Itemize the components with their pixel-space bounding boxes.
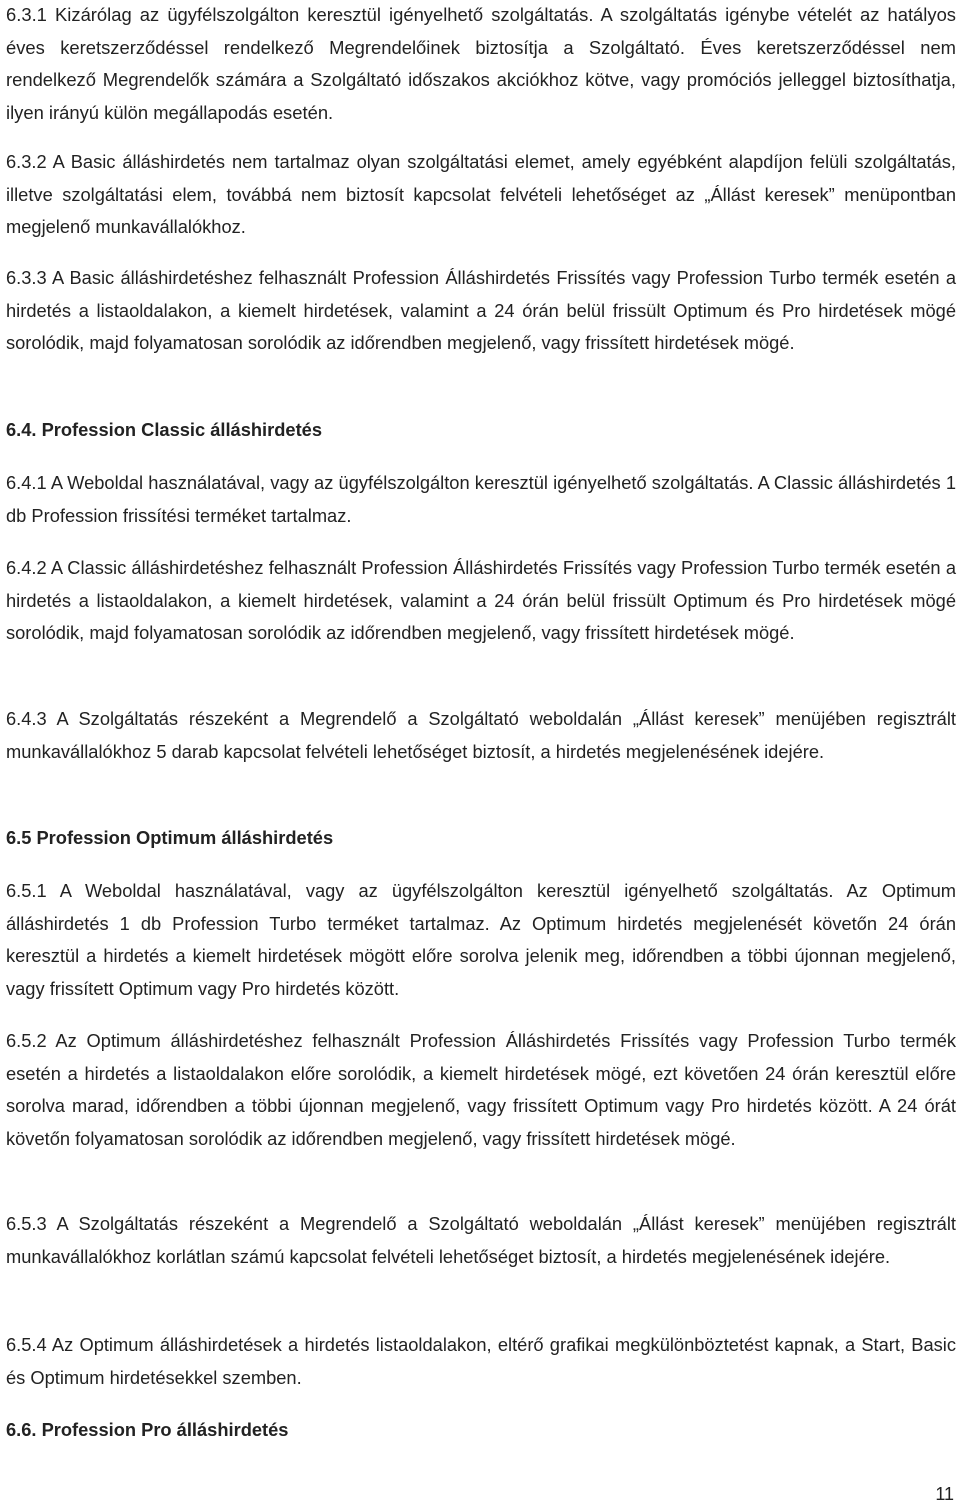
paragraph-6-3-3: 6.3.3 A Basic álláshirdetéshez felhasznált Profession Álláshirdetés Frissítés vagy Profession Turbo termék esetén a hirdetés a listaoldalakon, a kiemelt hirdetések, valamint a 24 órán belül frissült Optimum és Pro hirdetések mögé sorolódik, majd folyamatosan sorolódik az időrendben megjelenő, vagy frissített hirdetések mögé.: [6, 267, 956, 353]
paragraph-6-5-1: 6.5.1 A Weboldal használatával, vagy az ügyfélszolgálton keresztül igényelhető szolgáltatás. Az Optimum álláshirdetés 1 db Profession Turbo terméket tartalmaz. Az Optimum hirdetés megjelenését követőn 24 órán keresztül a hirdetés a kiemelt hirdetések mögött előre sorolva jelenik meg, időrendben a többi újonnan megjelenő, vagy frissített Optimum vagy Pro hirdetés között.: [6, 880, 956, 999]
heading-6-4: 6.4. Profession Classic álláshirdetés: [6, 419, 323, 440]
paragraph-6-5-3: 6.5.3 A Szolgáltatás részeként a Megrendelő a Szolgáltató weboldalán „Állást keresek” menüjében regisztrált munkavállalókhoz korlátlan számú kapcsolat felvételi lehetőséget biztosít, a hirdetés megjelenésének idejére.: [6, 1213, 956, 1267]
paragraph-6-3-2: 6.3.2 A Basic álláshirdetés nem tartalmaz olyan szolgáltatási elemet, amely egyébként alapdíjon felüli szolgáltatás, illetve szolgáltatási elem, továbbá nem biztosít kapcsolat felvételi lehetőséget az „Állást keresek” menüpontban megjelenő munkavállalókhoz.: [6, 151, 956, 237]
paragraph-6-3-1: 6.3.1 Kizárólag az ügyfélszolgálton keresztül igényelhető szolgáltatás. A szolgáltatás igénybe vételét az hatályos éves keretszerződéssel rendelkező Megrendelőinek biztosítja a Szolgáltató. Éves keretszerződéssel nem rendelkező Megrendelők számára a Szolgáltató időszakos akciókhoz kötve, vagy promóciós jelleggel biztosíthatja, ilyen irányú külön megállapodás esetén.: [6, 4, 956, 123]
heading-6-5: 6.5 Profession Optimum álláshirdetés: [6, 827, 334, 848]
page-number: 11: [935, 1484, 954, 1504]
paragraph-6-5-2: 6.5.2 Az Optimum álláshirdetéshez felhasznált Profession Álláshirdetés Frissítés vagy Profession Turbo termék esetén a hirdetés a listaoldalakon előre sorolódik, a kiemelt hirdetések mögé, ezt követően 24 órán keresztül előre sorolva marad, időrendben a többi újonnan megjelenő, vagy frissített Optimum vagy Pro hirdetés között. A 24 órát követőn folyamatosan sorolódik az időrendben megjelenő, vagy frissített hirdetések mögé.: [6, 1030, 956, 1149]
paragraph-6-4-2: 6.4.2 A Classic álláshirdetéshez felhasznált Profession Álláshirdetés Frissítés vagy Profession Turbo termék esetén a hirdetés a listaoldalakon, a kiemelt hirdetések, valamint a 24 órán belül frissült Optimum és Pro hirdetések mögé sorolódik, majd folyamatosan sorolódik az időrendben megjelenő, vagy frissített hirdetések mögé.: [6, 557, 956, 643]
paragraph-6-4-3: 6.4.3 A Szolgáltatás részeként a Megrendelő a Szolgáltató weboldalán „Állást keresek” menüjében regisztrált munkavállalókhoz 5 darab kapcsolat felvételi lehetőséget biztosít, a hirdetés megjelenésének idejére.: [6, 708, 956, 762]
paragraph-6-5-4: 6.5.4 Az Optimum álláshirdetések a hirdetés listaoldalakon, eltérő grafikai megkülönböztetést kapnak, a Start, Basic és Optimum hirdetésekkel szemben.: [6, 1334, 956, 1388]
paragraph-6-4-1: 6.4.1 A Weboldal használatával, vagy az ügyfélszolgálton keresztül igényelhető szolgáltatás. A Classic álláshirdetés 1 db Profession frissítési terméket tartalmaz.: [6, 472, 956, 526]
heading-6-6: 6.6. Profession Pro álláshirdetés: [6, 1419, 289, 1440]
